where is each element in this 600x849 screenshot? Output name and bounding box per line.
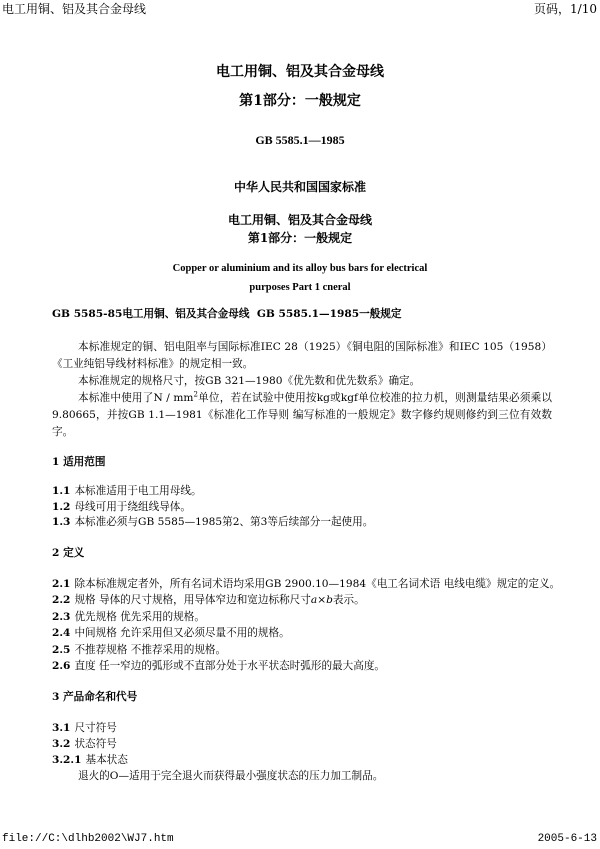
variable-b: b (326, 594, 333, 607)
clause-3-2 (52, 736, 552, 752)
section-title: 适用范围 (63, 456, 106, 468)
standard-name-en-line1: Copper or aluminium and its alloy bus bars for electrical (172, 263, 428, 274)
standard-code: GB 5585.1—1985 (255, 133, 345, 147)
section-number: 1 (52, 456, 60, 468)
clause-text: 除本标准规定者外，所有名词术语均采用GB 2900.10—1984《电工名词术语 电线电缆》规定的定义。 (74, 578, 561, 590)
clause-3-2-1-description: 退火的O—适用于完全退火而获得最小强度状态的压力加工制品。 (78, 770, 384, 782)
footer-date: 2005-6-13 (537, 833, 597, 845)
clause-text: 中间规格 允许采用但又必须尽量不用的规格。 (74, 627, 290, 640)
clause-text: 优先规格 优先采用的规格。 (74, 610, 205, 623)
clause-number: 2.2 (52, 594, 71, 607)
standard-part-cn: 第1部分：一般规定 (247, 231, 353, 245)
clause-number: 2.4 (52, 627, 71, 640)
variable-a: a (310, 594, 318, 607)
document-title: 电工用铜、铝及其合金母线 (216, 64, 384, 80)
intro-paragraph-3 (52, 390, 552, 441)
clause-number: 3.2.1 (52, 754, 82, 766)
clause-text-end: 表示。 (332, 594, 365, 607)
clause-2-6 (52, 658, 552, 674)
clause-3-2-1 (52, 752, 552, 768)
section-3-items (52, 720, 552, 784)
clause-1-2 (52, 500, 552, 516)
section-title: 定义 (63, 547, 85, 559)
clause-1-3 (52, 515, 552, 531)
intro-p3-text-start: 本标准中使用了N / mm (78, 392, 194, 404)
clause-number: 2.3 (52, 610, 71, 623)
clause-3-1 (52, 720, 552, 736)
section-2-items (52, 576, 561, 674)
clause-number: 1.2 (52, 500, 71, 513)
intro-paragraph-1: 本标准规定的铜、铝电阻率与国际标准IEC 28（1925）《铜电阻的国际标准》和IEC 105（1958）《工业纯铝导线材料标准》的规定相一致。 (52, 341, 552, 370)
introduction (52, 339, 552, 441)
header-page-number: 页码，1/10 (534, 2, 597, 16)
clause-number: 1.3 (52, 516, 71, 528)
clause-text: 直度 任一窄边的弧形或不直部分处于水平状态时弧形的最大高度。 (74, 660, 386, 673)
header-document-title: 电工用铜、铝及其合金母线 (2, 2, 147, 16)
unit-superscript: 2 (193, 390, 198, 399)
page-footer (2, 831, 597, 847)
standard-name-cn: 电工用铜、铝及其合金母线 (227, 213, 372, 227)
page-header (2, 1, 597, 17)
clause-text: 不推荐规格 不推荐采用的规格。 (74, 643, 227, 656)
clause-number: 2.5 (52, 643, 71, 656)
document-subtitle: GB 5585-85电工用铜、铝及其合金母线 GB 5585.1—1985一般规定 (52, 308, 402, 320)
clause-2-1 (52, 576, 561, 592)
clause-text: 本标准必须与GB 5585—1985第2、第3等后续部分一起使用。 (74, 516, 374, 528)
standard-issuer: 中华人民共和国国家标准 (233, 180, 366, 194)
section-1-items (52, 484, 552, 531)
intro-paragraph-2: 本标准规定的规格尺寸，按GB 321—1980《优先数和优先数系》确定。 (78, 375, 421, 387)
clause-text: 本标准适用于电工用母线。 (74, 485, 202, 497)
clause-text: 状态符号 (74, 738, 117, 750)
section-number: 3 (52, 691, 60, 703)
times-sign: × (317, 594, 327, 607)
clause-1-1 (52, 484, 552, 500)
section-2-heading (52, 545, 552, 561)
section-1-heading (52, 454, 552, 470)
clause-text: 母线可用于绕组线导体。 (74, 500, 191, 513)
clause-number: 2.1 (52, 578, 71, 590)
clause-number: 3.1 (52, 722, 71, 734)
clause-text: 基本状态 (85, 754, 128, 766)
section-number: 2 (52, 547, 60, 559)
clause-number: 1.1 (52, 485, 71, 497)
clause-number: 3.2 (52, 738, 71, 750)
clause-2-5 (52, 642, 552, 658)
clause-text: 尺寸符号 (74, 722, 117, 734)
document-part-title: 第1部分：一般规定 (239, 93, 361, 109)
clause-2-2 (52, 592, 552, 608)
clause-text: 规格 导体的尺寸规格，用导体窄边和宽边标称尺寸 (74, 594, 311, 607)
section-title: 产品命名和代号 (63, 691, 138, 703)
clause-number: 2.6 (52, 660, 71, 673)
clause-2-4 (52, 625, 552, 641)
section-3-heading (52, 689, 552, 705)
clause-2-3 (52, 609, 552, 625)
intro-p3-text-end: 单位，若在试验中使用按kg或kgf单位校准的拉力机，则测量结果必须乘以9.80665，并按GB 1.1—1981《标准化工作导则 编写标准的一般规定》数字修约规则修约到三位有效数字。 (52, 392, 552, 438)
footer-file-path: file://C:\dlhb2002\WJ7.htm (2, 833, 174, 845)
standard-name-en-line2: purposes Part 1 cneral (249, 282, 351, 293)
